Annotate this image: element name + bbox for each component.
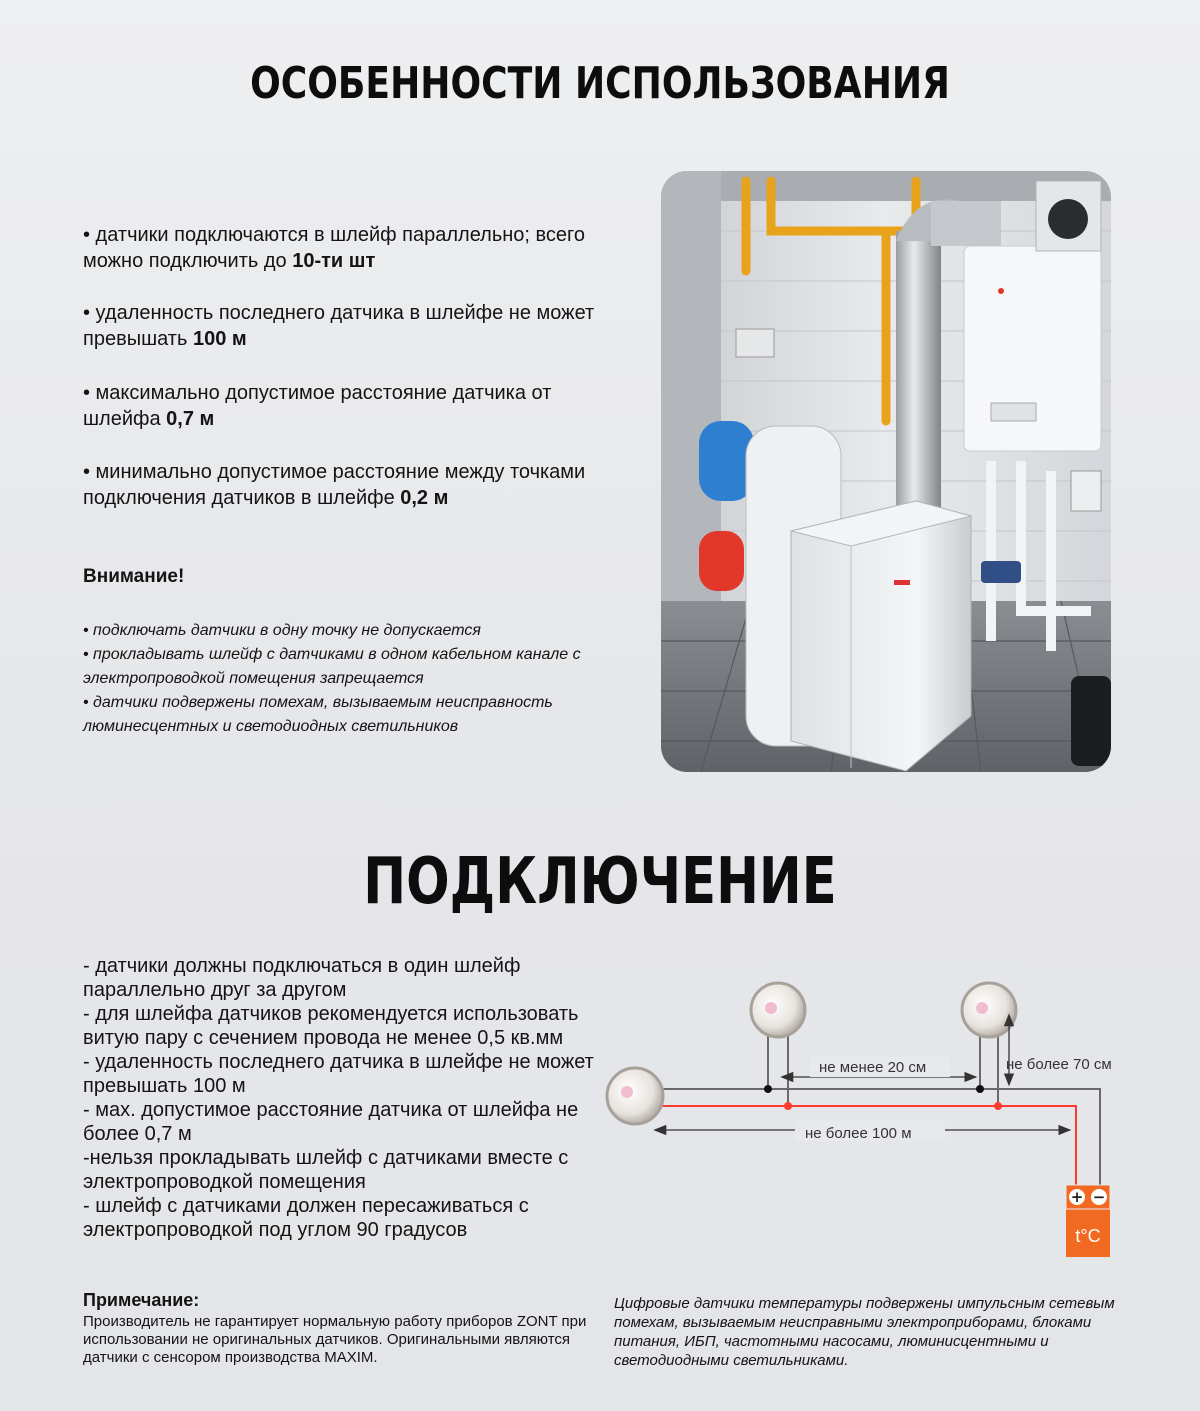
note-text: Производитель не гарантирует нормальную работу приборов ZONT при использовании не оригинальных датчиков. Оригинальными являются датчики с сенсором производства MAXIM. xyxy=(83,1313,587,1366)
feature-item xyxy=(83,459,603,511)
attention-item: • прокладывать шлейф с датчиками в одном кабельном канале с электропроводкой помещения запрещается xyxy=(83,646,581,687)
feature-text: • максимально допустимое расстояние датчика от шлейфа xyxy=(83,382,552,430)
feature-value: 10-ти шт xyxy=(292,250,376,272)
feature-item xyxy=(83,380,603,432)
feature-item xyxy=(83,222,603,274)
attention-title: Внимание! xyxy=(83,566,185,587)
features-title: ОСОБЕННОСТИ ИСПОЛЬЗОВАНИЯ xyxy=(250,58,950,109)
feature-value: 0,2 м xyxy=(400,487,449,509)
feature-text: • датчики подключаются в шлейф параллельно; всего можно подключить до xyxy=(83,224,586,272)
sensor-1 xyxy=(607,1068,663,1124)
max-branch-label: не более 70 см xyxy=(1006,1056,1112,1073)
feature-text: • минимально допустимое расстояние между точками подключения датчиков в шлейфе xyxy=(83,461,586,509)
sensor-3 xyxy=(962,983,1016,1110)
connection-item: - удаленность последнего датчика в шлейфе не может превышать 100 м xyxy=(83,1051,594,1097)
feature-text: • удаленность последнего датчика в шлейфе не может превышать xyxy=(83,302,595,350)
plus-sign: + xyxy=(1070,1188,1084,1206)
note-title: Примечание: xyxy=(83,1290,200,1310)
connection-list xyxy=(83,954,613,1242)
connection-item: -нельзя прокладывать шлейф с датчиками вместе с электропроводкой помещения xyxy=(83,1147,569,1193)
feature-item xyxy=(83,300,603,352)
connection-item: - шлейф с датчиками должен пересаживаться с электропроводкой под углом 90 градусов xyxy=(83,1195,529,1241)
controller-block xyxy=(1066,1185,1110,1257)
feature-value: 100 м xyxy=(192,328,247,350)
sensor-2 xyxy=(751,983,805,1110)
attention-list xyxy=(83,619,613,739)
digital-sensors-note: Цифровые датчики температуры подвержены импульсным сетевым помехам, вызываемым неисправными электроприборами, блоками питания, ИБП, частотными насосами, люминисцентными и светодиодными светильниками. xyxy=(614,1295,1115,1369)
attention-item: • подключать датчики в одну точку не допускается xyxy=(83,622,481,639)
connection-item: - датчики должны подключаться в один шлейф параллельно друг за другом xyxy=(83,955,521,1001)
temperature-unit: t°C xyxy=(1075,1226,1101,1246)
signal-wire xyxy=(660,1106,1076,1195)
max-length-label: не более 100 м xyxy=(805,1125,912,1142)
boiler-room-photo xyxy=(661,171,1111,772)
min-distance-label: не менее 20 см xyxy=(819,1059,927,1076)
connection-item: - для шлейфа датчиков рекомендуется использовать витую пару с сечением провода не менее 0,5 кв.мм xyxy=(83,1003,579,1049)
connection-item: - мах. допустимое расстояние датчика от шлейфа не более 0,7 м xyxy=(83,1099,579,1145)
feature-value: 0,7 м xyxy=(166,408,215,430)
ground-wire xyxy=(660,1089,1100,1195)
minus-sign: − xyxy=(1092,1188,1106,1206)
boiler-room-illustration xyxy=(661,171,1111,772)
connection-title: ПОДКЛЮЧЕНИЕ xyxy=(363,845,837,919)
attention-item: • датчики подвержены помехам, вызываемым неисправность люминесцентных и светодиодных светильников xyxy=(83,694,553,735)
wiring-diagram xyxy=(600,975,1140,1265)
